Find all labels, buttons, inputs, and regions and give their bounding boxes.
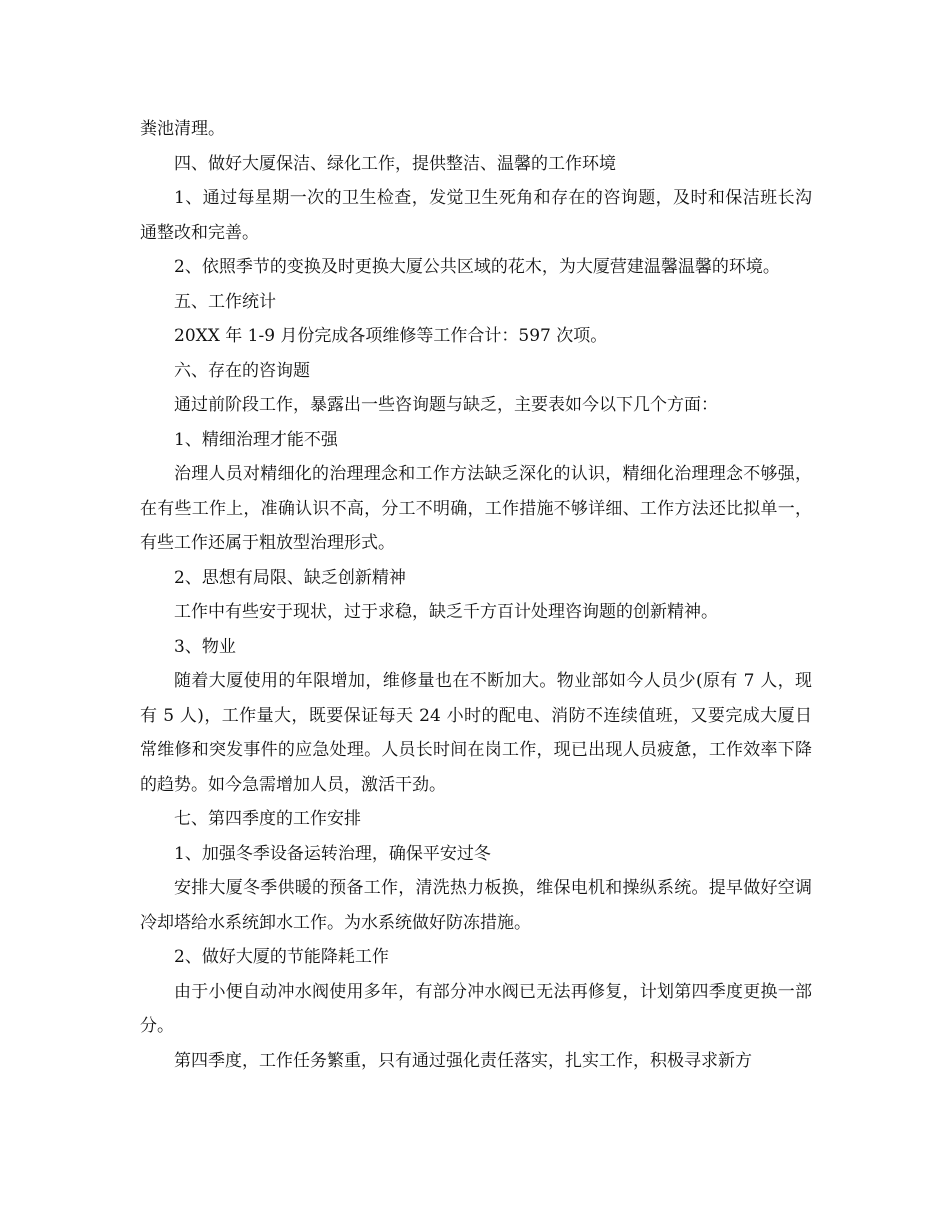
subheading-9: 1、精细治理才能不强: [174, 429, 338, 450]
paragraph-20: 第四季度，工作任务繁重，只有通过强化责任落实，扎实工作，积极寻求新方: [174, 1050, 752, 1071]
paragraph-8: 通过前阶段工作，暴露出一些咨询题与缺乏，主要表如今以下几个方面：: [174, 395, 718, 415]
subheading-11: 2、思想有局限、缺乏创新精神: [174, 567, 406, 588]
paragraph-1: 粪池清理。: [140, 119, 225, 139]
paragraph-19: 由于小便自动冲水阀使用多年，有部分冲水阀已无法再修复，计划第四季度更换一部分。: [140, 981, 812, 1036]
document-page: [140, 112, 812, 1078]
paragraph-3: 1、通过每星期一次的卫生检查，发觉卫生死角和存在的咨询题，及时和保洁班长沟通整改和完善。: [140, 188, 812, 243]
paragraph-17: 安排大厦冬季供暖的预备工作，清洗热力板换，维保电机和操纵系统。提早做好空调冷却塔给水系统卸水工作。为水系统做好防冻措施。: [140, 878, 812, 933]
paragraph-10: 治理人员对精细化的治理理念和工作方法缺乏深化的认识，精细化治理理念不够强，在有些工作上，准确认识不高，分工不明确，工作措施不够详细、工作方法还比拟单一，有些工作还属于粗放型治理形式。: [140, 464, 812, 553]
paragraph-6: 20XX 年 1-9 月份完成各项维修等工作合计：597 次项。: [174, 326, 608, 346]
paragraph-12: 工作中有些安于现状，过于求稳，缺乏千方百计处理咨询题的创新精神。: [174, 602, 718, 622]
section-heading-4: 四、做好大厦保洁、绿化工作，提供整洁、温馨的工作环境: [174, 153, 616, 174]
paragraph-14: 随着大厦使用的年限增加，维修量也在不断加大。物业部如今人员少(原有 7 人，现有 5 人)，工作量大，既要保证每天 24 小时的配电、消防不连续值班，又要完成大厦日常维修和突发事件的应急处理。人员长时间在岗工作，现已出现人员疲惫，工作效率下降的趋势。如今急需增加人员，激活干劲。: [140, 671, 812, 795]
paragraph-4: 2、依照季节的变换及时更换大厦公共区域的花木，为大厦营建温馨温馨的环境。: [174, 257, 780, 277]
section-heading-6: 六、存在的咨询题: [174, 360, 310, 381]
section-heading-5: 五、工作统计: [174, 291, 276, 312]
section-heading-7: 七、第四季度的工作安排: [174, 809, 361, 829]
subheading-16: 1、加强冬季设备运转治理，确保平安过冬: [174, 843, 491, 864]
subheading-18: 2、做好大厦的节能降耗工作: [174, 947, 389, 967]
subheading-13: 3、物业: [174, 636, 236, 657]
